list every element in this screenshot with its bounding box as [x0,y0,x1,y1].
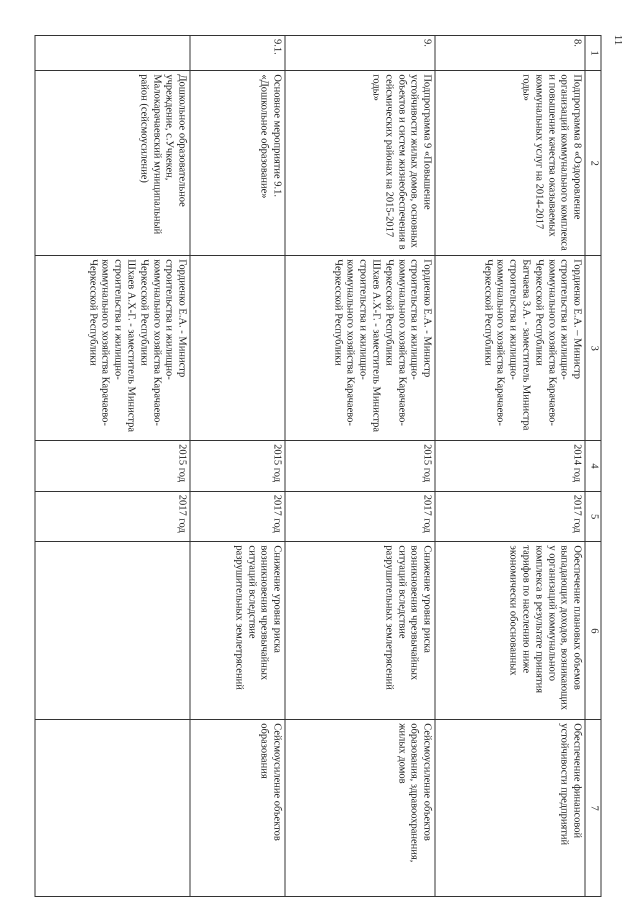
table-row [190,36,285,897]
program-name: Основное мероприятие 9.1. «Дошкольное образование» [190,71,285,256]
row-number [35,36,190,71]
table-row [285,36,435,897]
header-cell: 1 [585,36,601,71]
start-year: 2014 год [435,441,585,492]
header-cell: 7 [585,720,601,897]
responsible-persons: Гордиенко Е.А. - Министр строительства и жилищно-коммунального хозяйства Карачаево-Черкесской Республики Шхаев А.Х-Г. - заместитель Министра строительства и жилищно-коммунального хозяйства Карачаево-Черкесской Республики [285,256,435,441]
main-direction [35,720,190,897]
program-table [35,35,602,897]
header-cell: 4 [585,441,601,492]
row-number: 9.1. [190,36,285,71]
end-year: 2017 год [285,491,435,542]
header-cell: 3 [585,256,601,441]
responsible-persons [190,256,285,441]
rotated-page [39,35,602,897]
start-year: 2015 год [190,441,285,492]
expected-result: Обеспечение плановых объемов выпадающих доходов, возникающих у организаций коммунального комплекса в результате принятия тарифов по населению ниже экономически обоснованных [435,542,585,720]
header-cell: 5 [585,491,601,542]
row-number: 9. [285,36,435,71]
main-direction: Сейсмоусиление объектов образования, здравоохранения, жилых домов [285,720,435,897]
end-year: 2017 год [190,491,285,542]
main-direction: Сейсмоусиление объектов образования [190,720,285,897]
responsible-persons: Гордиенко Е.А. – Министр строительства и жилищно-коммунального хозяйства Карачаево-Черкесской Республики Батчаева З.А. - заместитель Министра строительства и жилищно-коммунального хозяйства Карачаево-Черкесской Республики [435,256,585,441]
responsible-persons: Гордиенко Е.А. - Министр строительства и жилищно-коммунального хозяйства Карачаево-Черкесской Республики Шхаев А.Х-Г. - заместитель Министра строительства и жилищно-коммунального хозяйства Карачаево-Черкесской Республики [35,256,190,441]
page-number: 11 [612,34,624,46]
header-row [585,36,601,897]
start-year: 2015 год [285,441,435,492]
row-number: 8. [435,36,585,71]
main-direction: Обеспечение финансовой устойчивости предприятий [435,720,585,897]
header-cell: 2 [585,71,601,256]
end-year: 2017 год [435,491,585,542]
program-name: Дошкольное образовательное учреждение, с.Учкекен, Малокарачаевский муниципальный район (сейсмоусиление) [35,71,190,256]
expected-result: Снижение уровня риска возникновения чрезвычайных ситуаций вследствие разрушительных землетрясений [190,542,285,720]
expected-result: Снижение уровня риска возникновения чрезвычайных ситуаций вследствие разрушительных землетрясений [285,542,435,720]
expected-result [35,542,190,720]
table-row [435,36,585,897]
end-year: 2017 год [35,491,190,542]
header-cell: 6 [585,542,601,720]
start-year: 2015 год [35,441,190,492]
table-row [35,36,190,897]
program-name: Подпрограмма 8 «Оздоровление организаций коммунального комплекса и повышение качества оказываемых коммунальных услуг на 2014-2017 годы» [435,71,585,256]
program-name: Подпрограмма 9 «Повышение устойчивости жилых домов, основных объектов и систем жизнеобеспечения в сейсмических районах на 2015-2017 годы» [285,71,435,256]
